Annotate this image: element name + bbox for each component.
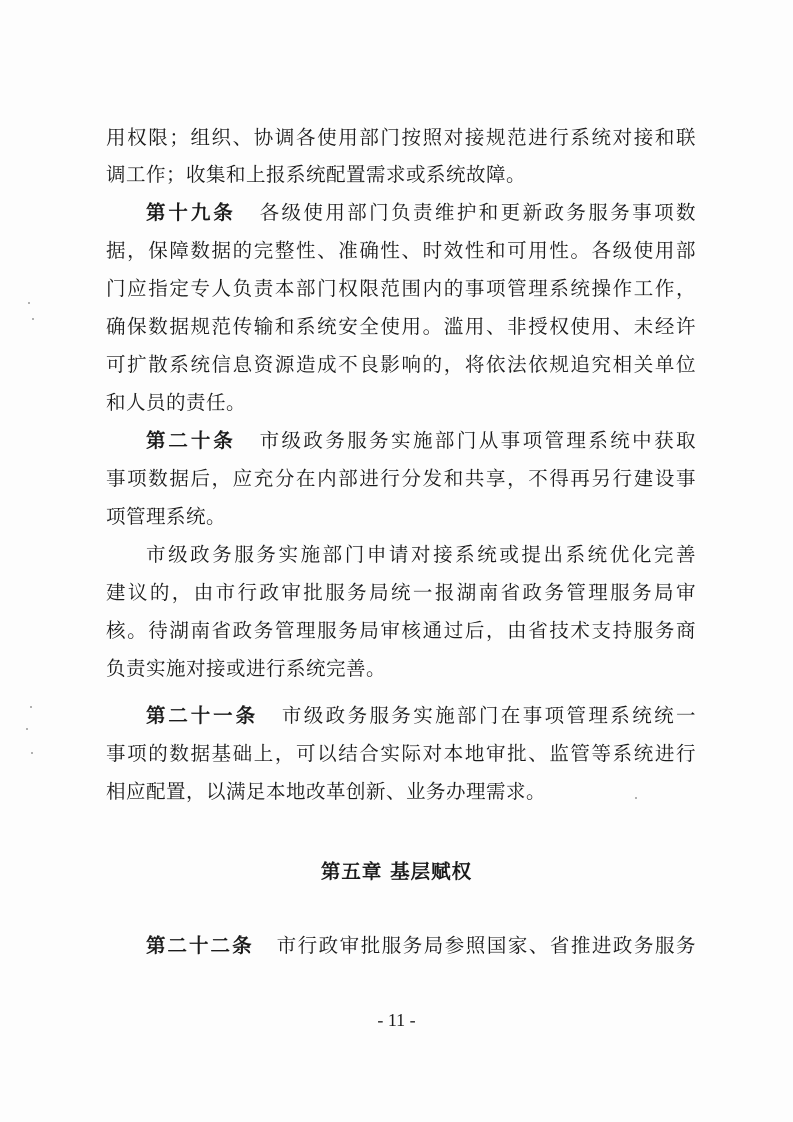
article-text: 市行政审批服务局参照国家、省推进政务服务 <box>275 934 696 957</box>
body-line: 事项的数据基础上，可以结合实际对本地审批、监管等系统进行 <box>106 742 696 765</box>
article-number: 第二十二条 <box>146 934 254 957</box>
article-text: 市级政务服务实施部门从事项管理系统中获取 <box>257 429 696 452</box>
article-number: 第二十一条 <box>146 704 258 727</box>
body-line: 调工作；收集和上报系统配置需求或系统故障。 <box>106 163 527 186</box>
page-number: - 11 - <box>377 1010 416 1030</box>
article-number: 第十九条 <box>146 201 236 224</box>
article-text: 各级使用部门负责维护和更新政务服务事项数 <box>257 201 696 224</box>
body-line: 核。待湖南省政务管理服务局审核通过后，由省技术支持服务商 <box>106 619 696 642</box>
article-21-line <box>146 702 696 730</box>
body-line: 建议的，由市行政审批服务局统一报湖南省政务管理服务局审 <box>106 581 696 604</box>
body-line: 负责实施对接或进行系统完善。 <box>106 657 387 680</box>
body-line: 相应配置，以满足本地改革创新、业务办理需求。 <box>106 780 547 803</box>
scan-speck <box>26 728 28 730</box>
body-line: 市级政务服务实施部门申请对接系统或提出系统优化完善 <box>146 543 696 566</box>
body-line: 和人员的责任。 <box>106 391 247 414</box>
body-line: 用权限；组织、协调各使用部门按照对接规范进行系统对接和联 <box>106 126 696 149</box>
body-line: 确保数据规范传输和系统安全使用。滥用、非授权使用、未经许 <box>106 315 696 338</box>
body-line: 可扩散系统信息资源造成不良影响的，将依法依规追究相关单位 <box>106 353 696 376</box>
article-number: 第二十条 <box>146 429 236 452</box>
body-line: 门应指定专人负责本部门权限范围内的事项管理系统操作工作， <box>106 277 696 300</box>
article-20-line <box>146 427 696 455</box>
chapter-title: 第五章 基层赋权 <box>320 860 473 883</box>
article-22-line <box>146 932 696 960</box>
scan-speck <box>28 302 30 304</box>
article-text: 市级政务服务实施部门在事项管理系统统一 <box>279 704 696 727</box>
body-line: 事项数据后，应充分在内部进行分发和共享，不得再另行建设事 <box>106 467 696 490</box>
scan-speck <box>31 752 33 754</box>
scan-speck <box>30 706 32 708</box>
scan-speck <box>32 318 34 320</box>
body-line: 项管理系统。 <box>106 505 227 528</box>
body-line: 据，保障数据的完整性、准确性、时效性和可用性。各级使用部 <box>106 239 696 262</box>
article-19-line <box>146 199 696 227</box>
